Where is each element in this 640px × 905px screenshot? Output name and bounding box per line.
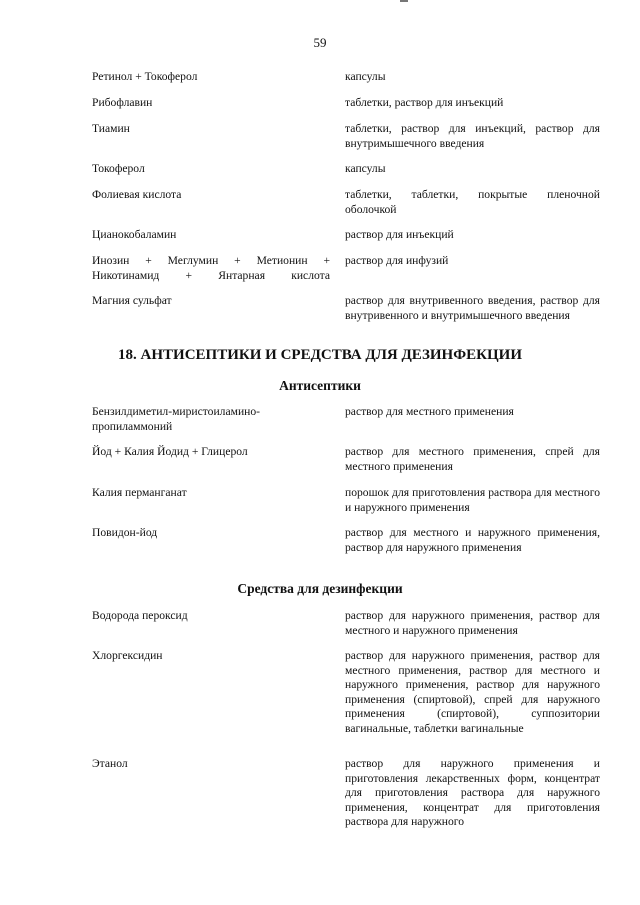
drug-name: Повидон-йод [92, 526, 158, 539]
dosage-form: таблетки, раствор для инъекций [345, 96, 504, 109]
drug-name: Магния сульфат [92, 294, 172, 307]
drug-name: Калия перманганат [92, 486, 187, 499]
subsection-title-antiseptics: Антисептики [279, 378, 361, 393]
dosage-form: раствор для инъекций [345, 228, 454, 241]
dosage-form: раствор для наружного применения, раствор для местного и наружного применения [345, 609, 600, 637]
drug-name: Фолиевая кислота [92, 188, 182, 201]
drug-name: Ретинол + Токоферол [92, 70, 198, 83]
dosage-form: таблетки, таблетки, покрытые пленочной оболочкой [345, 188, 600, 216]
dosage-form: капсулы [345, 162, 386, 175]
drug-name: Хлоргексидин [92, 649, 163, 662]
dosage-form: раствор для местного применения [345, 405, 514, 418]
drug-name: Токоферол [92, 162, 145, 175]
drug-name: Бензилдиметил-миристоиламино-пропиламмоний [92, 405, 261, 433]
drug-name: Этанол [92, 757, 128, 770]
drug-name: Инозин + Меглумин + Метионин + Никотинамид + Янтарная кислота [92, 254, 330, 282]
drug-name: Рибофлавин [92, 96, 153, 109]
dosage-form: капсулы [345, 70, 386, 83]
drug-name: Водорода пероксид [92, 609, 188, 622]
dosage-form: порошок для приготовления раствора для местного и наружного применения [345, 486, 600, 514]
dosage-form: таблетки, раствор для инъекций, раствор для внутримышечного введения [345, 122, 600, 150]
dosage-form: раствор для наружного применения, раствор для местного применения, раствор для местного и наружного применения, раствор для наружного применения (спиртовой), спрей для наружного применения (спиртовой), суппозитории вагинальные, таблетки вагинальные [345, 649, 600, 735]
page-number: 59 [313, 35, 327, 50]
dosage-form: раствор для инфузий [345, 254, 449, 267]
drug-name: Тиамин [92, 122, 130, 135]
dosage-form: раствор для внутривенного введения, раствор для внутривенного и внутримышечного введения [345, 294, 600, 322]
dosage-form: раствор для наружного применения и приготовления лекарственных форм, концентрат для приготовления раствора для наружного применения, концентрат для приготовления раствора для наружного [345, 757, 600, 828]
drug-name: Цианокобаламин [92, 228, 177, 241]
dosage-form: раствор для местного применения, спрей для местного применения [345, 445, 600, 473]
section-title: 18. АНТИСЕПТИКИ И СРЕДСТВА ДЛЯ ДЕЗИНФЕКЦИИ [118, 347, 522, 363]
scan-mark [400, 0, 408, 2]
subsection-title-disinfection: Средства для дезинфекции [237, 581, 403, 596]
dosage-form: раствор для местного и наружного применения, раствор для наружного применения [345, 526, 600, 554]
drug-name: Йод + Калия Йодид + Глицерол [92, 445, 248, 458]
